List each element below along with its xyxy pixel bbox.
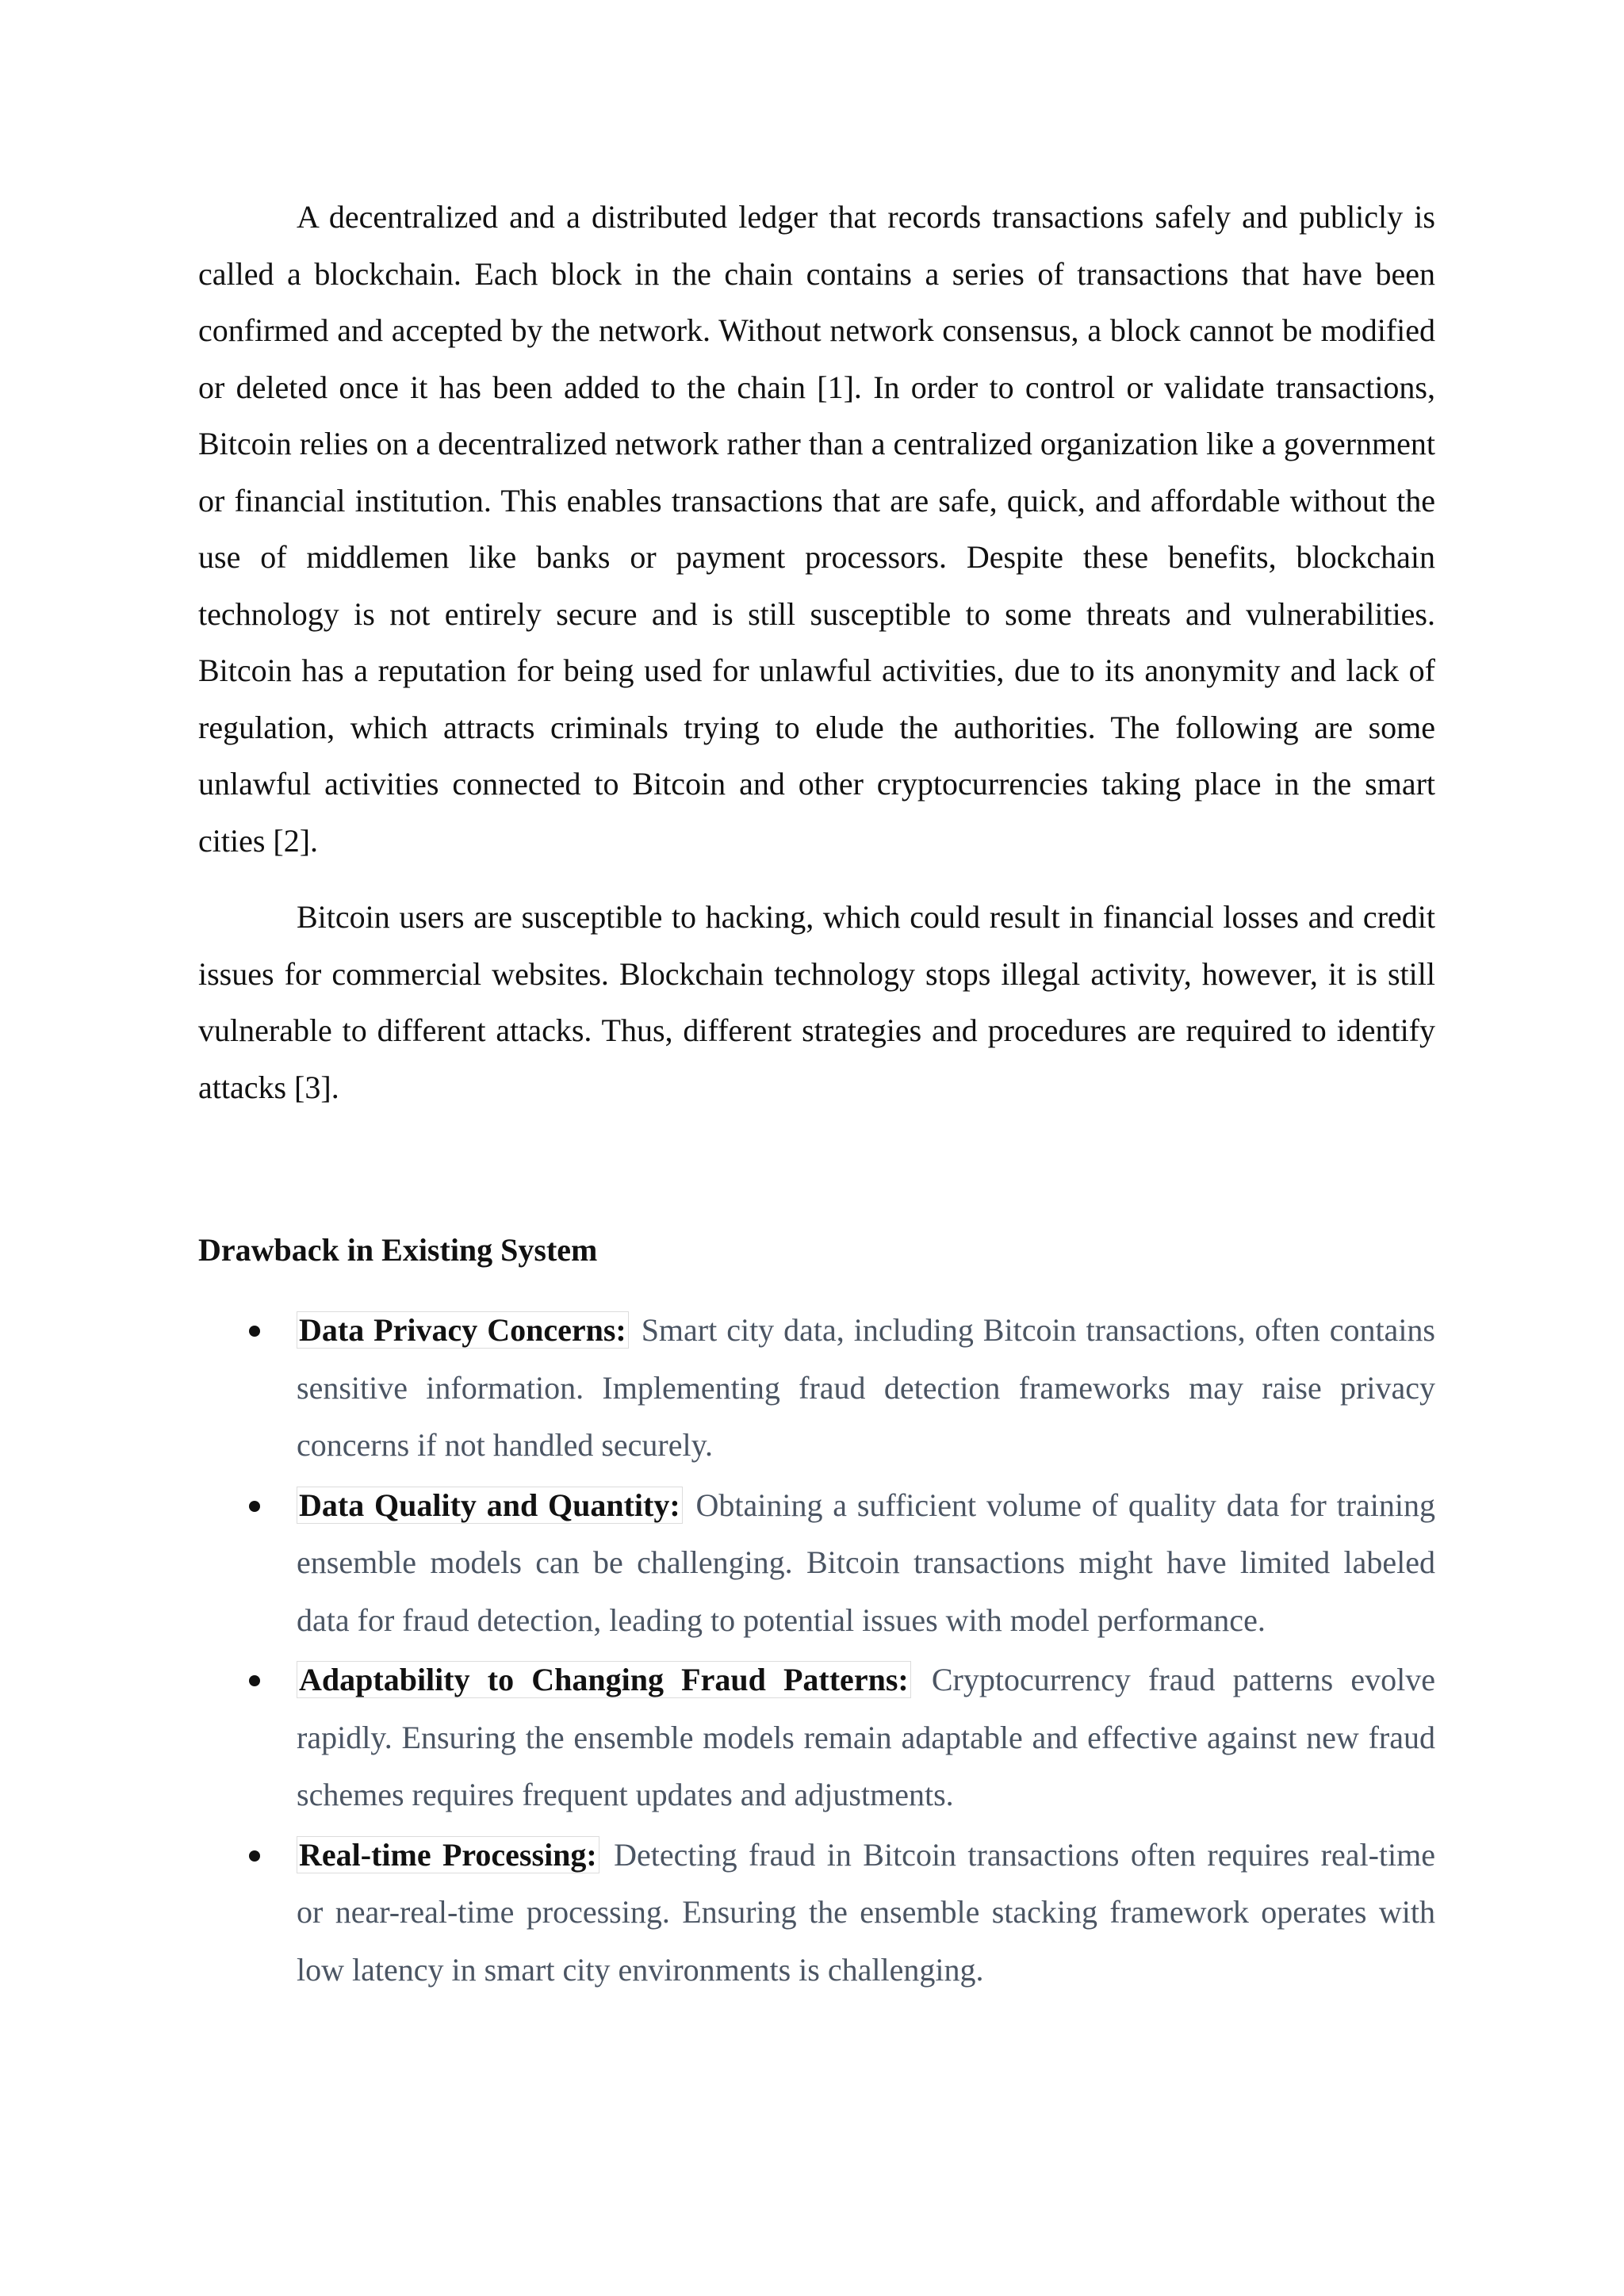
list-item: [198, 1477, 1435, 1650]
term-real-time: Real-time Processing:: [297, 1836, 599, 1873]
description-adaptability: Cryptocurrency fraud patterns evolve rapidly. Ensuring the ensemble models remain adaptable and effective against new fraud schemes requires frequent updates and adjustments.: [297, 1662, 1436, 1812]
description-data-privacy: Smart city data, including Bitcoin transactions, often contains sensitive information. Implementing fraud detection frameworks may raise privacy concerns if not handled securely.: [297, 1312, 1435, 1463]
document-page: [198, 189, 1436, 1988]
section-heading: Drawback in Existing System: [198, 1232, 598, 1268]
list-item: [198, 1302, 1435, 1475]
paragraph-hacking-risks: Bitcoin users are susceptible to hacking, which could result in financial losses and credit issues for commercial websites. Blockchain technology stops illegal activity, however, it is still vulnerable to different attacks. Thus, different strategies and procedures are required to identify attacks [3].: [198, 899, 1435, 1105]
drawback-list: [198, 1302, 1435, 2001]
description-real-time: Detecting fraud in Bitcoin transactions often requires real-time or near-real-time processing. Ensuring the ensemble stacking framework operates with low latency in smart city environments is challenging.: [297, 1836, 1435, 1988]
term-data-quality: Data Quality and Quantity:: [297, 1487, 683, 1524]
list-item: [198, 1651, 1435, 1824]
description-data-quality: Obtaining a sufficient volume of quality data for training ensemble models can be challenging. Bitcoin transactions might have limited labeled data for fraud detection, leading to potential issues with model performance.: [297, 1487, 1435, 1638]
term-data-privacy: Data Privacy Concerns:: [297, 1311, 629, 1349]
bullet-icon: [249, 1326, 260, 1337]
list-item: [198, 1827, 1435, 1999]
term-adaptability: Adaptability to Changing Fraud Patterns:: [297, 1661, 911, 1698]
bullet-icon: [249, 1850, 260, 1862]
bullet-icon: [249, 1675, 260, 1686]
paragraph-blockchain-intro: A decentralized and a distributed ledger that records transactions safely and publicly is called a blockchain. Each block in the chain contains a series of transactions that have been confirmed and accepted by the network. Without network consensus, a block cannot be modified or deleted once it has been added to the chain [1]. In order to control or validate transactions, Bitcoin relies on a decentralized network rather than a centralized organization like a government or financial institution. This enables transactions that are safe, quick, and affordable without the use of middlemen like banks or payment processors. Despite these benefits, blockchain technology is not entirely secure and is still susceptible to some threats and vulnerabilities. Bitcoin has a reputation for being used for unlawful activities, due to its anonymity and lack of regulation, which attracts criminals trying to elude the authorities. The following are some unlawful activities connected to Bitcoin and other cryptocurrencies taking place in the smart cities [2].: [198, 199, 1435, 859]
bullet-icon: [249, 1501, 260, 1512]
